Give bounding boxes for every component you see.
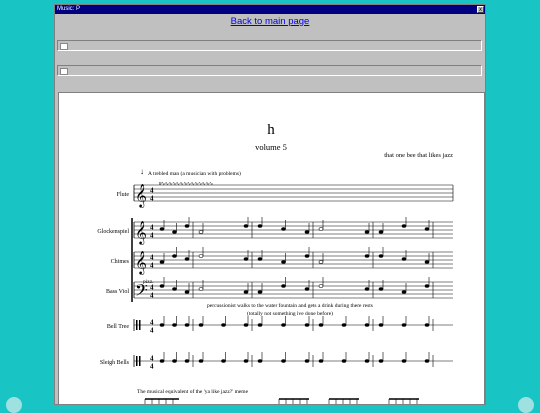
note-head — [425, 285, 429, 288]
note-head — [365, 360, 369, 363]
note-head — [244, 291, 248, 294]
note-head — [185, 360, 189, 363]
note-head — [160, 285, 164, 288]
note-head — [305, 288, 309, 291]
time-signature-top: 4 — [150, 253, 154, 262]
title-bar — [55, 5, 485, 14]
time-signature-bottom: 4 — [150, 291, 154, 300]
time-signature-top: 4 — [150, 186, 154, 195]
window-title: Music: P — [57, 6, 81, 12]
annotation-mid-1: percussionist walks to the water fountain and gets a drink during there rests — [207, 303, 373, 309]
app-window — [54, 4, 486, 405]
note-head — [222, 360, 226, 363]
note-head — [173, 324, 177, 327]
note-head — [402, 258, 406, 261]
broken-image-icon — [60, 68, 68, 75]
broken-image-1 — [57, 40, 482, 51]
note-head — [173, 288, 177, 291]
time-signature-bottom: 4 — [150, 326, 154, 335]
note-head — [319, 360, 323, 363]
note-head — [282, 228, 286, 231]
instrument-label: Flute — [116, 192, 129, 198]
note-head — [160, 360, 164, 363]
note-head — [160, 228, 164, 231]
score-subtitle: volume 5 — [255, 142, 287, 152]
score-svg — [59, 93, 484, 405]
back-to-main-link[interactable]: Back to main page — [230, 16, 310, 27]
note-head — [185, 258, 189, 261]
note-head — [379, 231, 383, 234]
note-head — [282, 324, 286, 327]
note-head — [425, 228, 429, 231]
note-head — [258, 225, 262, 228]
note-head — [319, 261, 323, 264]
corner-decoration — [518, 397, 534, 413]
note-head — [319, 324, 323, 327]
note-head — [160, 261, 164, 264]
note-head — [305, 360, 309, 363]
treble-clef: 𝄞 — [135, 185, 147, 207]
note-head — [185, 324, 189, 327]
pizz-mark: pizz. — [143, 279, 154, 285]
trill-mark: tr∿∿∿∿∿∿∿∿∿∿∿∿∿∿ — [159, 182, 213, 187]
arrow-marker: ↓ — [140, 167, 144, 176]
note-head — [258, 258, 262, 261]
note-head — [402, 291, 406, 294]
corner-decoration — [6, 397, 22, 413]
note-head — [173, 231, 177, 234]
note-head — [258, 291, 262, 294]
broken-image-icon — [60, 43, 68, 50]
instrument-label: Sleigh Bells — [99, 360, 129, 366]
instrument-label: Chimes — [110, 259, 129, 265]
close-button[interactable]: x — [479, 7, 482, 13]
note-head — [258, 360, 262, 363]
note-head — [379, 255, 383, 258]
note-head — [173, 360, 177, 363]
note-head — [199, 324, 203, 327]
time-signature-top: 4 — [150, 223, 154, 232]
note-head — [365, 288, 369, 291]
time-signature-top: 4 — [150, 318, 154, 327]
treble-clef: 𝄞 — [135, 222, 147, 244]
score-composer: that one bee that likes jazz — [384, 152, 453, 159]
percussion-clef — [136, 320, 138, 330]
annotation-top: A trebled man (a musician with problems) — [148, 171, 241, 177]
note-head — [425, 360, 429, 363]
note-head — [185, 291, 189, 294]
time-signature-top: 4 — [150, 354, 154, 363]
note-head — [199, 231, 203, 234]
treble-clef: 𝄞 — [135, 252, 147, 274]
note-head — [365, 324, 369, 327]
note-head — [258, 324, 262, 327]
note-head — [282, 261, 286, 264]
note-head — [199, 255, 203, 258]
instrument-label: Glockenspiel — [97, 229, 129, 235]
note-head — [244, 258, 248, 261]
note-head — [199, 288, 203, 291]
note-head — [319, 228, 323, 231]
percussion-clef — [139, 356, 141, 366]
broken-image-2 — [57, 65, 482, 76]
time-signature-bottom: 4 — [150, 194, 154, 203]
note-head — [425, 324, 429, 327]
note-head — [173, 255, 177, 258]
note-head — [244, 360, 248, 363]
note-head — [160, 324, 164, 327]
note-head — [402, 324, 406, 327]
percussion-clef — [139, 320, 141, 330]
note-head — [402, 360, 406, 363]
annotation-bottom: The musical equivalent of the 'ya like jazz?' meme — [137, 389, 249, 395]
note-head — [244, 225, 248, 228]
note-head — [402, 225, 406, 228]
bass-clef: 𝄢 — [135, 282, 148, 304]
note-head — [282, 285, 286, 288]
time-signature-bottom: 4 — [150, 231, 154, 240]
note-head — [425, 261, 429, 264]
sheet-music-page — [58, 92, 485, 405]
note-head — [282, 360, 286, 363]
note-head — [365, 255, 369, 258]
instrument-label: Bass Viol — [105, 289, 129, 295]
note-head — [342, 360, 346, 363]
note-head — [379, 288, 383, 291]
note-head — [305, 255, 309, 258]
time-signature-bottom: 4 — [150, 261, 154, 270]
time-signature-top: 4 — [150, 283, 154, 292]
note-head — [319, 285, 323, 288]
note-head — [342, 324, 346, 327]
note-head — [222, 324, 226, 327]
time-signature-bottom: 4 — [150, 362, 154, 371]
note-head — [379, 360, 383, 363]
instrument-label: Bell Tree — [106, 324, 129, 330]
note-head — [365, 231, 369, 234]
annotation-mid-2: (totally not something ive done before) — [247, 311, 333, 317]
note-head — [379, 324, 383, 327]
note-head — [185, 225, 189, 228]
note-head — [305, 231, 309, 234]
score-title: h — [267, 122, 275, 138]
note-head — [199, 360, 203, 363]
note-head — [305, 324, 309, 327]
percussion-clef — [136, 356, 138, 366]
note-head — [244, 324, 248, 327]
